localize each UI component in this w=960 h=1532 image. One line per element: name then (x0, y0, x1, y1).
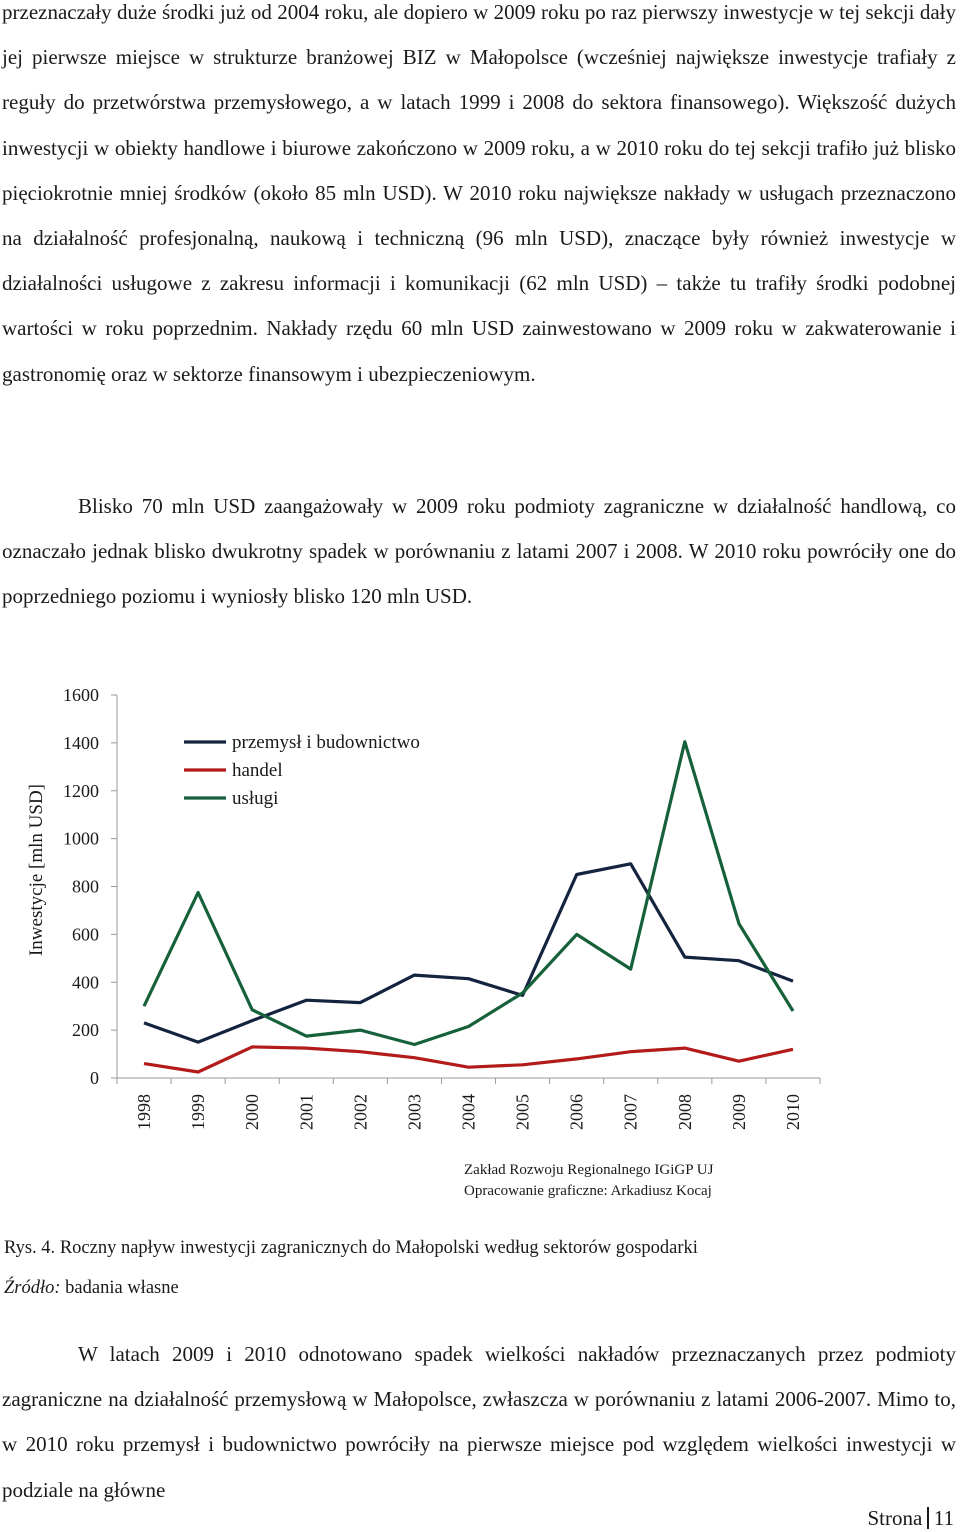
series-line (144, 864, 793, 1042)
page-separator (927, 1507, 929, 1529)
y-tick-label: 0 (90, 1068, 99, 1088)
x-tick-label: 2006 (566, 1094, 587, 1130)
y-tick-label: 600 (72, 924, 99, 945)
y-tick-label: 1600 (63, 685, 99, 705)
page-number (867, 1505, 954, 1531)
x-tick-label: 2003 (404, 1094, 425, 1130)
figure-source-text: badania własne (65, 1278, 179, 1298)
investment-line-chart (0, 670, 960, 1150)
x-tick-label: 2004 (458, 1094, 479, 1130)
y-tick-label: 1400 (63, 732, 99, 753)
y-tick-label: 200 (72, 1020, 99, 1041)
y-tick-label: 1200 (63, 780, 99, 801)
y-tick-label: 1000 (63, 828, 99, 849)
chart-legend (184, 732, 420, 809)
figure-source (4, 1276, 179, 1300)
x-tick-label: 2010 (782, 1094, 803, 1130)
x-tick-label: 2001 (296, 1094, 317, 1130)
x-tick-label: 1998 (134, 1094, 155, 1130)
x-tick-label: 2000 (242, 1094, 263, 1130)
chart-credit-institution: Zakład Rozwoju Regionalnego IGiGP UJ (464, 1162, 714, 1178)
y-axis-ticks (63, 685, 117, 1088)
legend-label: przemysł i budownictwo (232, 732, 420, 753)
x-tick-label: 1999 (188, 1094, 209, 1130)
figure-caption (4, 1236, 698, 1260)
y-axis-label: Inwestycje [mln USD] (26, 783, 47, 957)
x-axis-ticks (117, 1078, 820, 1130)
x-tick-label: 2009 (728, 1094, 749, 1130)
series-line (144, 1047, 793, 1072)
y-tick-label: 400 (72, 972, 99, 993)
x-tick-label: 2005 (512, 1094, 533, 1130)
legend-label: handel (232, 760, 283, 781)
legend-label: usługi (232, 788, 279, 809)
figure-caption-text: Roczny napływ inwestycji zagranicznych do Małopolski według sektorów gospodarki (59, 1238, 698, 1258)
page-number-value: 11 (933, 1506, 954, 1530)
x-tick-label: 2007 (620, 1094, 641, 1130)
x-tick-label: 2002 (350, 1094, 371, 1130)
x-tick-label: 2008 (674, 1094, 695, 1130)
chart-credit-author: Opracowanie graficzne: Arkadiusz Kocaj (464, 1183, 712, 1199)
y-tick-label: 800 (72, 876, 99, 897)
figure-source-label: Źródło: (4, 1278, 61, 1298)
page-label: Strona (867, 1506, 923, 1530)
body-paragraph-2: Blisko 70 mln USD zaangażowały w 2009 roku podmioty zagraniczne w działalność handlową, co oznaczało jednak blisko dwukrotny spadek w porównaniu z latami 2007 i 2008. W 2010 roku powróciły one do poprzedniego poziomu i wyniosły blisko 120 mln USD. (2, 494, 956, 609)
body-paragraph-3: W latach 2009 i 2010 odnotowano spadek wielkości nakładów przeznaczanych przez podmioty zagraniczne na działalność przemysłową w Małopolsce, zwłaszcza w porównaniu z latami 2006-2007. Mimo to, w 2010 roku przemysł i budownictwo powróciły na pierwsze miejsce pod względem wielkości inwestycji w podziale na główne (2, 1342, 956, 1502)
figure-caption-label: Rys. 4. (4, 1238, 56, 1258)
chart-axes (117, 695, 820, 1078)
body-paragraph-1: przeznaczały duże środki już od 2004 roku, ale dopiero w 2009 roku po raz pierwszy inwestycje w tej sekcji dały jej pierwsze miejsce w strukturze branżowej BIZ w Małopolsce (wcześniej największe inwestycje trafiały z reguły do przetwórstwa przemysłowego, a w latach 1999 i 2008 do sektora finansowego). Większość dużych inwestycji w obiekty handlowe i biurowe zakończono w 2009 roku, a w 2010 roku do tej sekcji trafiło już blisko pięciokrotnie mniej środków (około 85 mln USD). W 2010 roku największe nakłady w usługach przeznaczono na działalność profesjonalną, naukową i techniczną (96 mln USD), znaczące były również inwestycje w działalności usługowe z zakresu informacji i komunikacji (62 mln USD) – także tu trafiły środki podobnej wartości w roku poprzednim. Nakłady rzędu 60 mln USD zainwestowano w 2009 roku w zakwaterowanie i gastronomię oraz w sektorze finansowym i ubezpieczeniowym. (2, 0, 956, 386)
